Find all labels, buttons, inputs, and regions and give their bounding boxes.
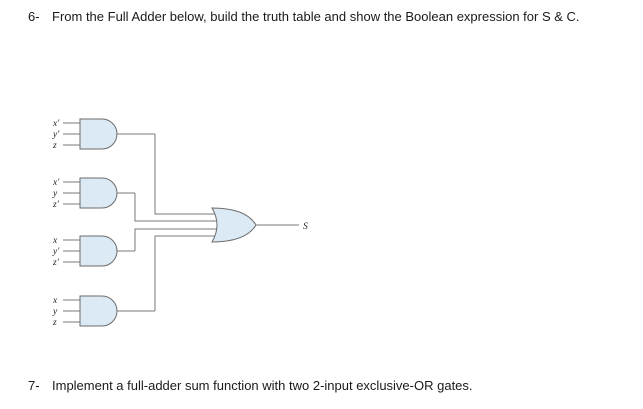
and-gate-2-body <box>80 178 117 208</box>
and-gate-4 <box>52 296 155 328</box>
or-gate-body <box>212 208 256 242</box>
gate-2-input-1-label: x' <box>53 178 60 188</box>
gate-1-input-2-label: y' <box>53 130 60 140</box>
and-gate-1 <box>52 119 155 151</box>
gate-4-input-1-label: x <box>53 296 58 306</box>
and-gate-1-body <box>80 119 117 149</box>
question-6-text: From the Full Adder below, build the truth table and show the Boolean expression for S & C. <box>52 9 580 24</box>
question-7 <box>28 378 473 394</box>
output-s-label: S <box>303 222 308 232</box>
question-6-number: 6- <box>28 9 40 24</box>
gate-1-input-1-label: x' <box>53 119 60 129</box>
and-gate-2 <box>52 178 135 210</box>
gate-4-input-2-label: y <box>53 307 58 317</box>
and-gate-3 <box>52 236 135 268</box>
question-7-text: Implement a full-adder sum function with two 2-input exclusive-OR gates. <box>52 378 473 393</box>
gate-3-input-3-label: z' <box>53 258 59 268</box>
and-gate-3-body <box>80 236 117 266</box>
question-7-number: 7- <box>28 378 40 393</box>
or-gate <box>212 208 308 242</box>
gate-3-input-2-label: y' <box>53 247 60 257</box>
gate-4-input-3-label: z <box>53 318 57 328</box>
and-gate-4-body <box>80 296 117 326</box>
gate-2-input-3-label: z' <box>53 200 59 210</box>
or-input-wires <box>135 134 222 311</box>
gate-2-input-2-label: y <box>53 189 58 199</box>
gate-1-input-3-label: z <box>53 141 57 151</box>
gate-3-input-1-label: x <box>53 236 58 246</box>
